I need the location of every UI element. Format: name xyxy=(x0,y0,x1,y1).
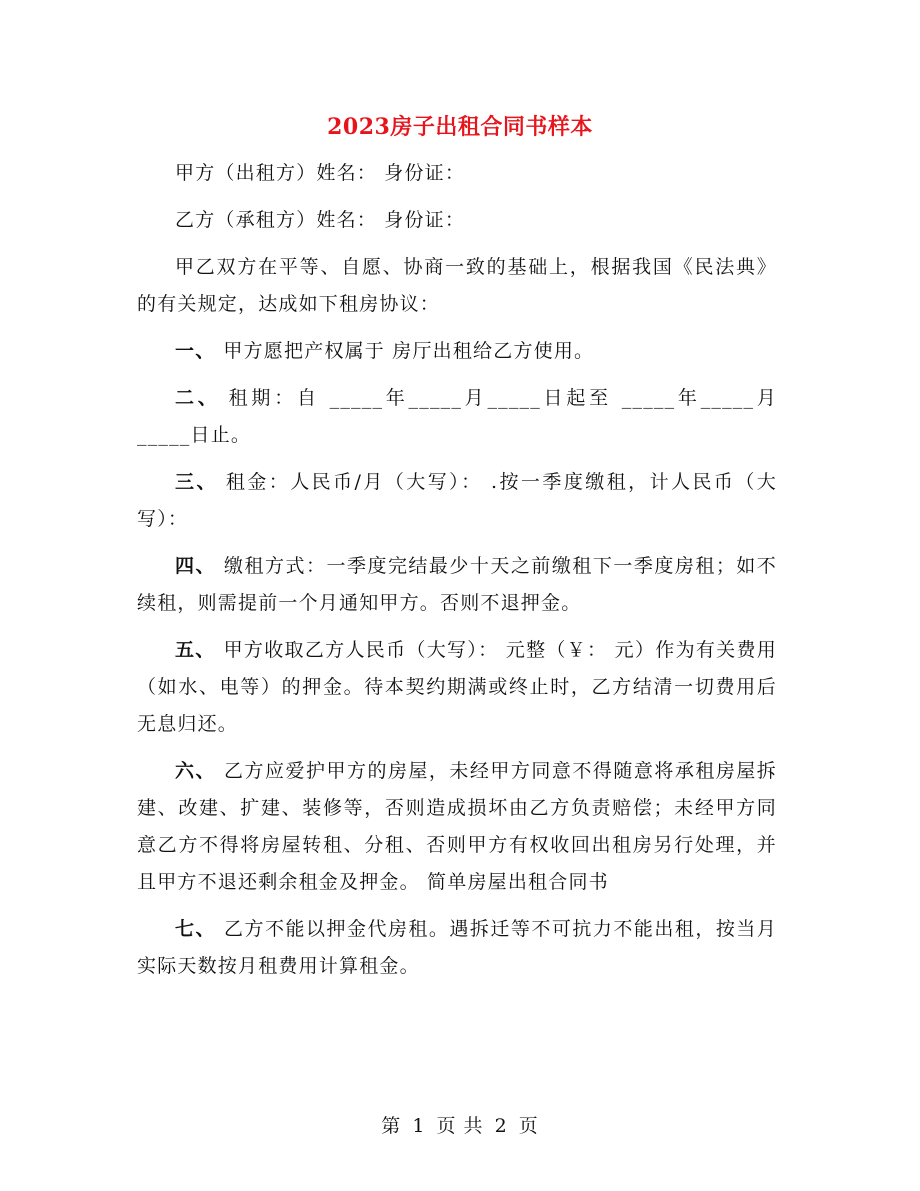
clause-4 xyxy=(137,548,777,622)
clause-text: 乙方不能以押金代房租。遇拆迁等不可抗力不能出租，按当月实际天数按月租费用计算租金。 xyxy=(137,918,778,977)
clause-text: 缴租方式：一季度完结最少十天之前缴租下一季度房租；如不续租，则需提前一个月通知甲方。否则不退押金。 xyxy=(137,555,778,614)
current-page-number: 1 xyxy=(412,1115,426,1137)
clause-3 xyxy=(137,464,777,538)
footer-prefix: 第 xyxy=(381,1115,402,1137)
clause-6 xyxy=(137,753,777,901)
document-body xyxy=(137,155,777,995)
total-page-count: 2 xyxy=(494,1115,508,1137)
page-footer xyxy=(0,1111,920,1138)
clause-number: 七、 xyxy=(175,918,216,940)
clause-5 xyxy=(137,632,777,743)
footer-suffix: 页 xyxy=(518,1115,539,1137)
clause-text: 乙方应爱护甲方的房屋，未经甲方同意不得随意将承租房屋拆建、改建、扩建、装修等，否则造成损坏由乙方负责赔偿；未经甲方同意乙方不得将房屋转租、分租、否则甲方有权收回出租房另行处理，并且甲方不退还剩余租金及押金。 简单房屋出租合同书 xyxy=(137,760,778,893)
clause-text: 甲方愿把产权属于 房厅出租给乙方使用。 xyxy=(223,340,595,362)
document-title: 2023房子出租合同书样本 xyxy=(327,114,593,140)
party-b-line: 乙方（承租方）姓名： 身份证： xyxy=(175,209,466,231)
preamble: 甲乙双方在平等、自愿、协商一致的基础上，根据我国《民法典》的有关规定，达成如下租房协议： xyxy=(137,256,777,315)
clause-number: 四、 xyxy=(175,555,216,577)
clause-2 xyxy=(137,380,777,454)
clause-number: 六、 xyxy=(175,760,216,782)
clause-number: 三、 xyxy=(175,471,218,493)
party-a-line: 甲方（出租方）姓名： 身份证： xyxy=(175,162,466,184)
clause-number: 二、 xyxy=(175,387,221,409)
clause-number: 五、 xyxy=(175,639,216,661)
footer-middle: 页 共 xyxy=(436,1115,484,1137)
clause-text: 租金：人民币/月（大写）： .按一季度缴租，计人民币（大写）： xyxy=(137,471,777,530)
clause-1 xyxy=(137,333,777,370)
clause-number: 一、 xyxy=(175,340,216,362)
clause-text: 甲方收取乙方人民币（大写）： 元整（￥： 元）作为有关费用（如水、电等）的押金。待本契约期满或终止时，乙方结清一切费用后无息归还。 xyxy=(137,639,777,735)
clause-text: 租期：自 _____年_____月_____日起至 _____年_____月_____日止。 xyxy=(137,387,777,446)
clause-7 xyxy=(137,911,777,985)
